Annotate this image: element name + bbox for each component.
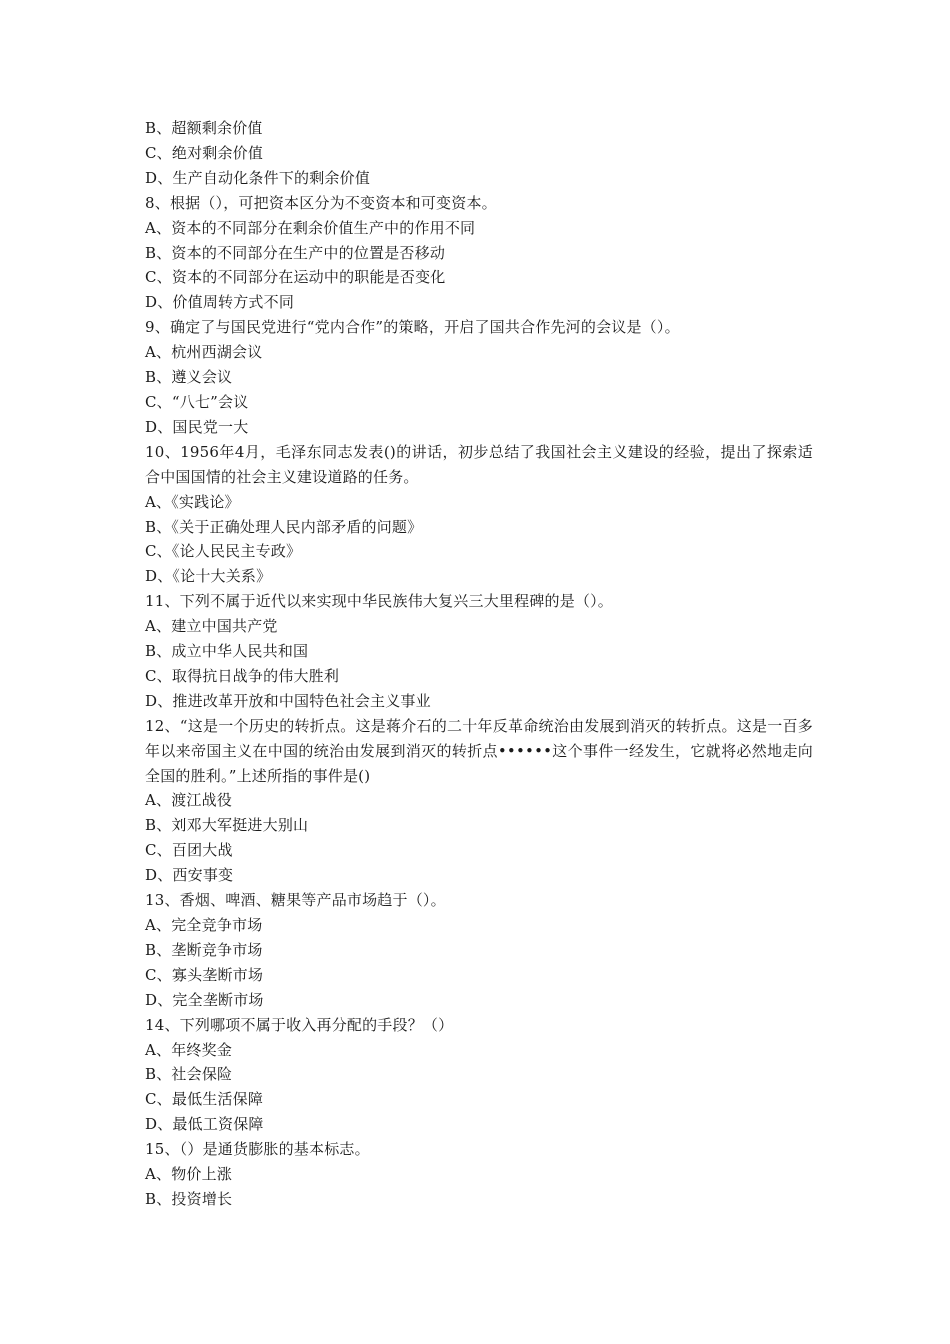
- question-8: 8、根据（），可把资本区分为不变资本和可变资本。: [145, 193, 497, 212]
- option-b-q8: B、资本的不同部分在生产中的位置是否移动: [145, 243, 446, 262]
- option-c-q11: C、取得抗日战争的伟大胜利: [145, 666, 340, 685]
- option-d-q12: D、西安事变: [145, 866, 234, 885]
- question-11: 11、下列不属于近代以来实现中华民族伟大复兴三大里程碑的是（）。: [145, 592, 613, 611]
- option-a-q13: A、完全竞争市场: [145, 916, 263, 934]
- option-b-q14: B、社会保险: [145, 1065, 233, 1084]
- option-a-q15: A、物价上涨: [145, 1165, 233, 1184]
- option-a-q9: A、杭州西湖会议: [145, 343, 263, 362]
- option-c-q8: C、资本的不同部分在运动中的职能是否变化: [145, 268, 446, 287]
- option-a-q11: A、建立中国共产党: [145, 617, 278, 636]
- option-a-q12: A、渡江战役: [145, 791, 233, 810]
- option-b-q9: B、遵义会议: [145, 368, 233, 387]
- option-a-q8: A、资本的不同部分在剩余价值生产中的作用不同: [145, 218, 476, 237]
- option-d-q8: D、价值周转方式不同: [145, 293, 295, 312]
- option-b-q10: B、《关于正确处理人民内部矛盾的问题》: [145, 517, 423, 536]
- option-d-q11: D、推进改革开放和中国特色社会主义事业: [145, 691, 431, 710]
- question-13: 13、香烟、啤酒、糖果等产品市场趋于（）。: [145, 891, 446, 910]
- option-b-q7: B、超额剩余价值: [145, 119, 263, 137]
- option-c-q14: C、最低生活保障: [145, 1090, 264, 1109]
- option-c-q13: C、寡头垄断市场: [145, 965, 264, 984]
- option-b-q13: B、垄断竞争市场: [145, 940, 263, 959]
- question-14: 14、下列哪项不属于收入再分配的手段？（）: [145, 1015, 454, 1034]
- option-c-q9: C、“八七”会议: [145, 392, 249, 411]
- option-d-q14: D、最低工资保障: [145, 1115, 264, 1134]
- question-12: 12、“这是一个历史的转折点。这是蒋介石的二十年反革命统治由发展到消灭的转折点。这是一百多年以来帝国主义在中国的统治由发展到消灭的转折点••••••这个事件一经发生，它就将必然地走向全国的胜利。”上述所指的事件是(): [145, 716, 813, 785]
- question-text-body: [145, 116, 813, 1212]
- option-b-q12: B、刘邓大军挺进大别山: [145, 816, 309, 835]
- option-d-q9: D、国民党一大: [145, 417, 249, 436]
- option-c-q7: C、绝对剩余价值: [145, 143, 264, 162]
- question-15: 15、（）是通货膨胀的基本标志。: [145, 1140, 370, 1159]
- option-c-q10: C、《论人民民主专政》: [145, 542, 302, 561]
- option-d-q13: D、完全垄断市场: [145, 990, 264, 1009]
- option-d-q10: D、《论十大关系》: [145, 567, 272, 586]
- option-a-q10: A、《实践论》: [145, 492, 240, 511]
- option-c-q12: C、百团大战: [145, 841, 233, 860]
- option-b-q11: B、成立中华人民共和国: [145, 642, 309, 661]
- option-b-q15: B、投资增长: [145, 1189, 233, 1208]
- option-a-q14: A、年终奖金: [145, 1040, 233, 1059]
- question-9: 9、确定了与国民党进行“党内合作”的策略，开启了国共合作先河的会议是（）。: [145, 318, 680, 337]
- question-10: 10、1956年4月，毛泽东同志发表()的讲话，初步总结了我国社会主义建设的经验，提出了探索适合中国国情的社会主义建设道路的任务。: [145, 442, 813, 486]
- option-d-q7: D、生产自动化条件下的剩余价值: [145, 168, 371, 187]
